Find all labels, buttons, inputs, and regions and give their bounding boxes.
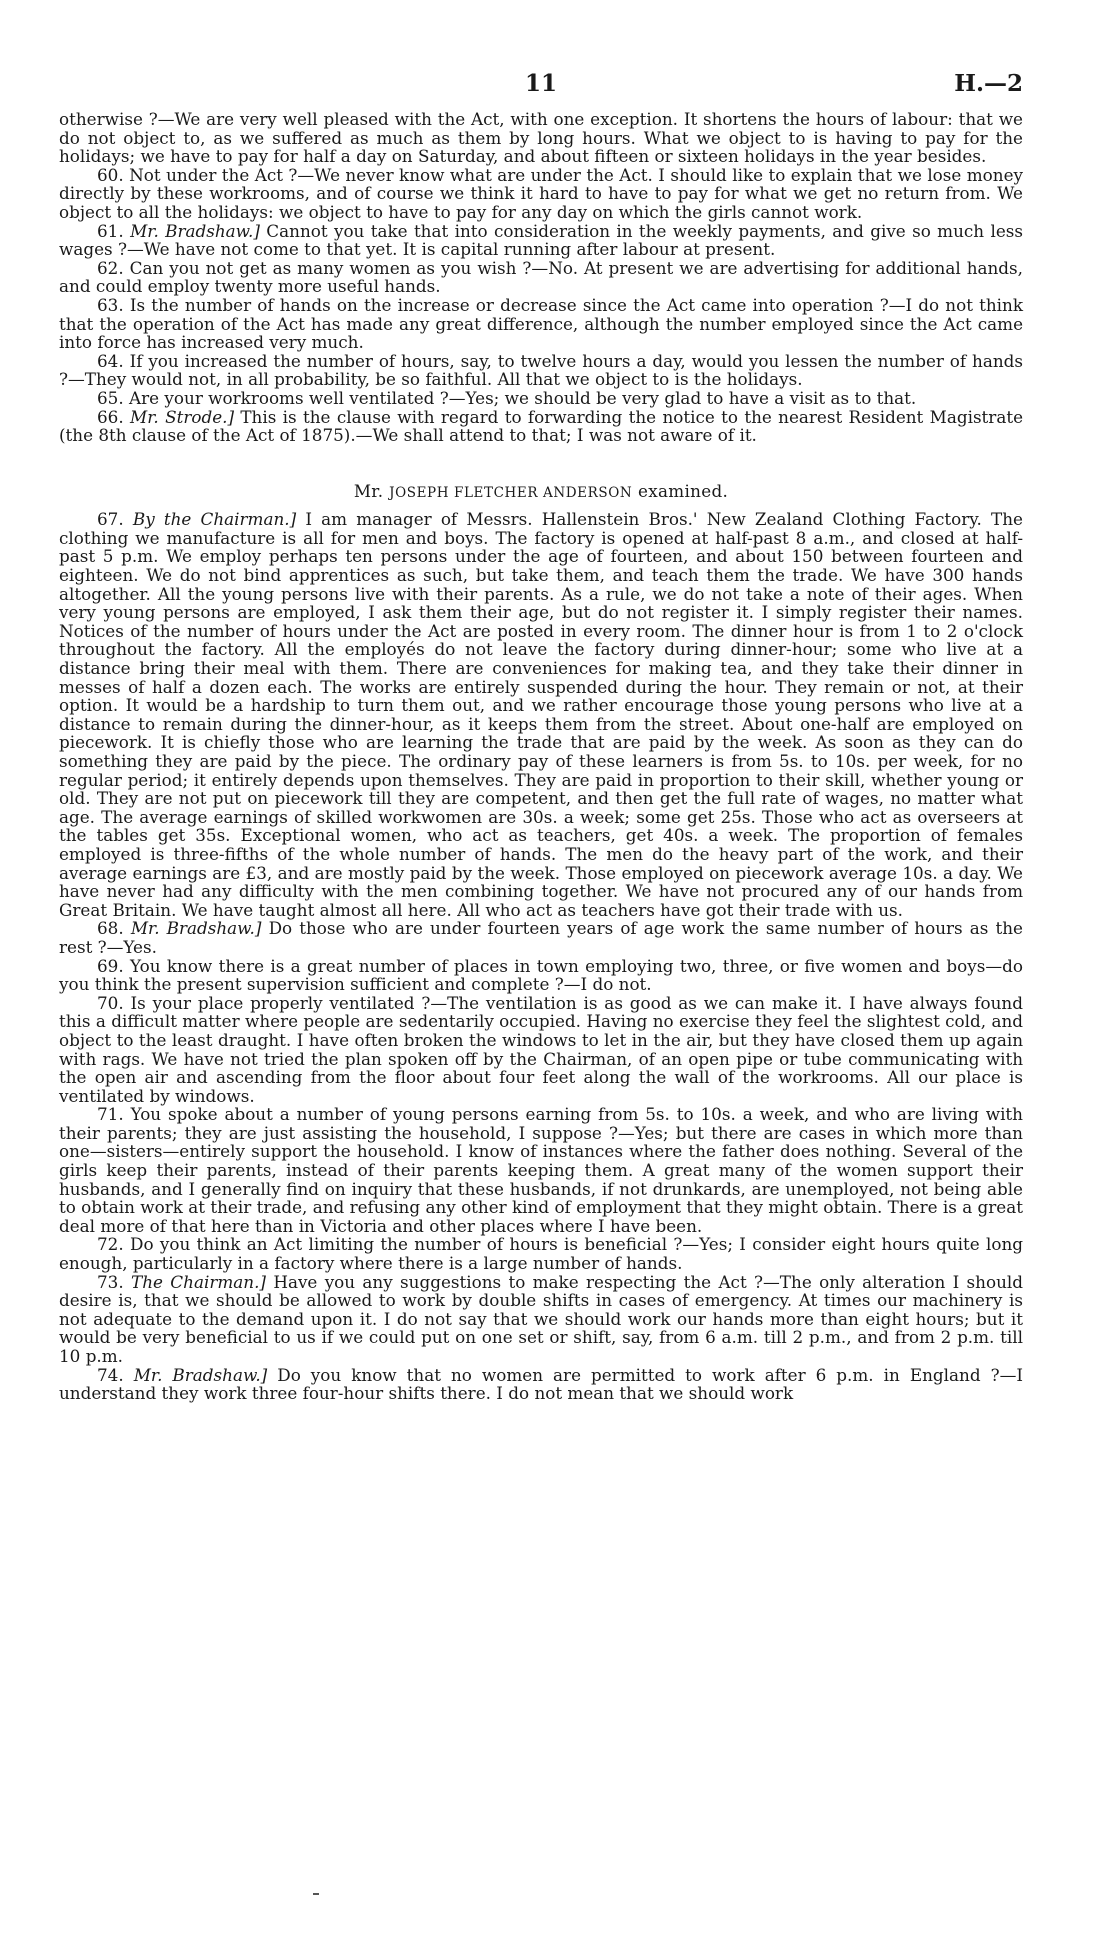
paragraph-text: 62. Can you not get as many women as you wish ?—No. At present we are advertising for additional hands, and could employ twenty more useful hands. [59,257,1023,297]
paragraph [59,1105,1023,1235]
document-reference: H.—2 [954,70,1023,97]
paragraph [59,389,1023,408]
paragraph-text: 71. You spoke about a number of young persons earning from 5s. to 10s. a week, and who are living with their parents; they are just assisting the household, I suppose ?—Yes; but there are cases in which more than one—sisters—entirely support the household. I know of instances where the father does nothing. Several of the girls keep their parents, instead of their parents keeping them. A great many of the women support their husbands, and I generally find on inquiry that these husbands, if not drunkards, are unemployed, not being able to obtain work at their trade, and refusing any other kind of employment that they might obtain. There is a great deal more of that here than in Victoria and other places where I have been. [59,1104,1023,1236]
document-body [59,110,1023,1403]
paragraph-text: Cannot you take that into consideration in the weekly payments, and give so much less wages ?—We have not come to that yet. It is capital running after labour at present. [59,220,1023,260]
paragraph [59,166,1023,222]
paragraph [59,919,1023,956]
paragraph-text: 69. You know there is a great number of places in town employing two, three, or five women and boys—do you think the present supervision sufficient and complete ?—I do not. [59,955,1023,995]
paragraph-text: 65. Are your workrooms well ventilated ?—Yes; we should be very glad to have a visit as to that. [97,387,917,408]
section-heading [59,482,1023,503]
question-number: 73. [97,1271,124,1292]
paragraph [59,1366,1023,1403]
speaker-label: Mr. Strode.] [130,406,235,427]
paragraph [59,259,1023,296]
paragraph [59,957,1023,994]
question-number: 66. [97,406,124,427]
paragraph-text: I am manager of Messrs. Hallenstein Bros.' New Zealand Clothing Factory. The clothing we manufacture is all for men and boys. The factory is opened at half-past 8 a.m., and closed at half-past 5 p.m. We employ perhaps ten persons under the age of fourteen, and about 150 between fourteen and eighteen. We do not bind apprentices as such, but take them, and teach them the trade. We have 300 hands altogether. All the young persons live with their parents. As a rule, we do not take a note of their ages. When very young persons are employed, I ask them their age, but do not register it. I simply register their names. Notices of the number of hours under the Act are posted in every room. The dinner hour is from 1 to 2 o'clock throughout the factory. All the employés do not leave the factory during dinner-hour; some who live at a distance bring their meal with them. There are conveniences for making tea, and they take their dinner in messes of half a dozen each. The works are entirely suspended during the hour. They remain or not, at their option. It would be a hardship to turn them out, and we rather encourage those young persons who live at a distance to remain during the dinner-hour, as it keeps them from the street. About one-half are employed on piecework. It is chiefly those who are learning the trade that are paid by the week. As soon as they can do something they are paid by the piece. The ordinary pay of these learners is from 5s. to 10s. per week, for no regular period; it entirely depends upon themselves. They are paid in proportion to their skill, whether young or old. They are not put on piecework till they are competent, and then get the full rate of wages, no matter what age. The average earnings of skilled workwomen are 30s. a week; some get 25s. Those who act as overseers at the tables get 35s. Exceptional women, who act as teachers, get 40s. a week. The proportion of females employed is three-fifths of the whole number of hands. The men do the heavy part of the work, and their average earnings are £3, and are mostly paid by the week. Those employed on piecework average 10s. a day. We have never had any difficulty with the men combining together. We have not procured any of our hands from Great Britain. We have taught almost all here. All who act as teachers have got their trade with us. [59,509,1023,920]
paragraph-text: Do you know that no women are permitted to work after 6 p.m. in England ?—I understand they work three four-hour shifts there. I do not mean that we should work [59,1364,1023,1404]
paragraph [59,110,1023,166]
question-number: 74. [97,1364,124,1385]
speaker-label: By the Chairman.] [132,509,297,530]
question-number: 61. [97,220,124,241]
paragraph-text: otherwise ?—We are very well pleased with the Act, with one exception. It shortens the hours of labour: that we do not object to, as we suffered as much as them by long hours. What we object to is having to pay for the holidays; we have to pay for half a day on Saturday, and about fifteen or sixteen holidays in the year besides. [59,109,1023,167]
evidence-after-section [59,510,1023,1403]
paragraph-text: Do those who are under fourteen years of age work the same number of hours as the rest ?—Yes. [59,918,1023,957]
paragraph [59,510,1023,919]
evidence-before-section [59,110,1023,445]
speaker-label: The Chairman.] [131,1271,266,1292]
paragraph [59,352,1023,389]
page-number: 11 [524,70,557,97]
paragraph [59,296,1023,352]
speaker-label: Mr. Bradshaw.] [130,220,260,241]
paragraph-text: 70. Is your place properly ventilated ?—The ventilation is as good as we can make it. I have always found this a difficult matter where people are sedentarily occupied. Having no exercise they feel the slightest cold, and object to the least draught. I have often broken the windows to let in the air, but they have closed them up again with rags. We have not tried the plan spoken off by the Chairman, of an open pipe or tube communicating with the open air and ascending from the floor about four feet along the wall of the workrooms. All our place is ventilated by windows. [59,992,1023,1106]
paragraph-text: 60. Not under the Act ?—We never know what are under the Act. I should like to explain that we lose money directly by these workrooms, and of course we think it hard to have to pay for what we get no return from. We object to all the holidays: we object to have to pay for any day on which the girls cannot work. [59,164,1023,222]
paragraph [59,1235,1023,1272]
paragraph [59,1273,1023,1366]
question-number: 67. [97,509,124,530]
heading-prefix: Mr. [353,480,384,501]
paragraph-text: 63. Is the number of hands on the increase or decrease since the Act came into operation ?—I do not think that the operation of the Act has made any great difference, although the number employed since the Act came into force has increased very much. [59,294,1023,353]
paragraph [59,994,1023,1106]
paragraph-text: 64. If you increased the number of hours, say, to twelve hours a day, would you lessen the number of hands ?—They would not, in all probability, be so faithful. All that we object to is the holidays. [59,350,1023,390]
document-page [59,70,1023,1403]
speaker-label: Mr. Bradshaw.] [130,918,262,939]
witness-name: JOSEPH FLETCHER ANDERSON [389,484,633,501]
heading-suffix: examined. [637,480,729,501]
paragraph-text: Have you any suggestions to make respecting the Act ?—The only alteration I should desire is, that we should be allowed to work by double shifts in cases of emergency. At times our machinery is not adequate to the demand upon it. I do not say that we should work our hands more than eight hours; but it would be very beneficial to us if we could put on one set or shift, say, from 6 a.m. till 2 p.m., and from 2 p.m. till 10 p.m. [59,1271,1023,1366]
speaker-label: Mr. Bradshaw.] [133,1364,268,1385]
paragraph [59,222,1023,259]
footer-mark [313,1893,319,1895]
paragraph [59,408,1023,445]
page-header [59,70,1023,110]
question-number: 68. [97,918,124,939]
paragraph-text: This is the clause with regard to forwarding the notice to the nearest Resident Magistrate (the 8th clause of the Act of 1875).—We shall attend to that; I was not aware of it. [59,406,1023,446]
paragraph-text: 72. Do you think an Act limiting the number of hours is beneficial ?—Yes; I consider eight hours quite long enough, particularly in a factory where there is a large number of hands. [59,1234,1023,1274]
